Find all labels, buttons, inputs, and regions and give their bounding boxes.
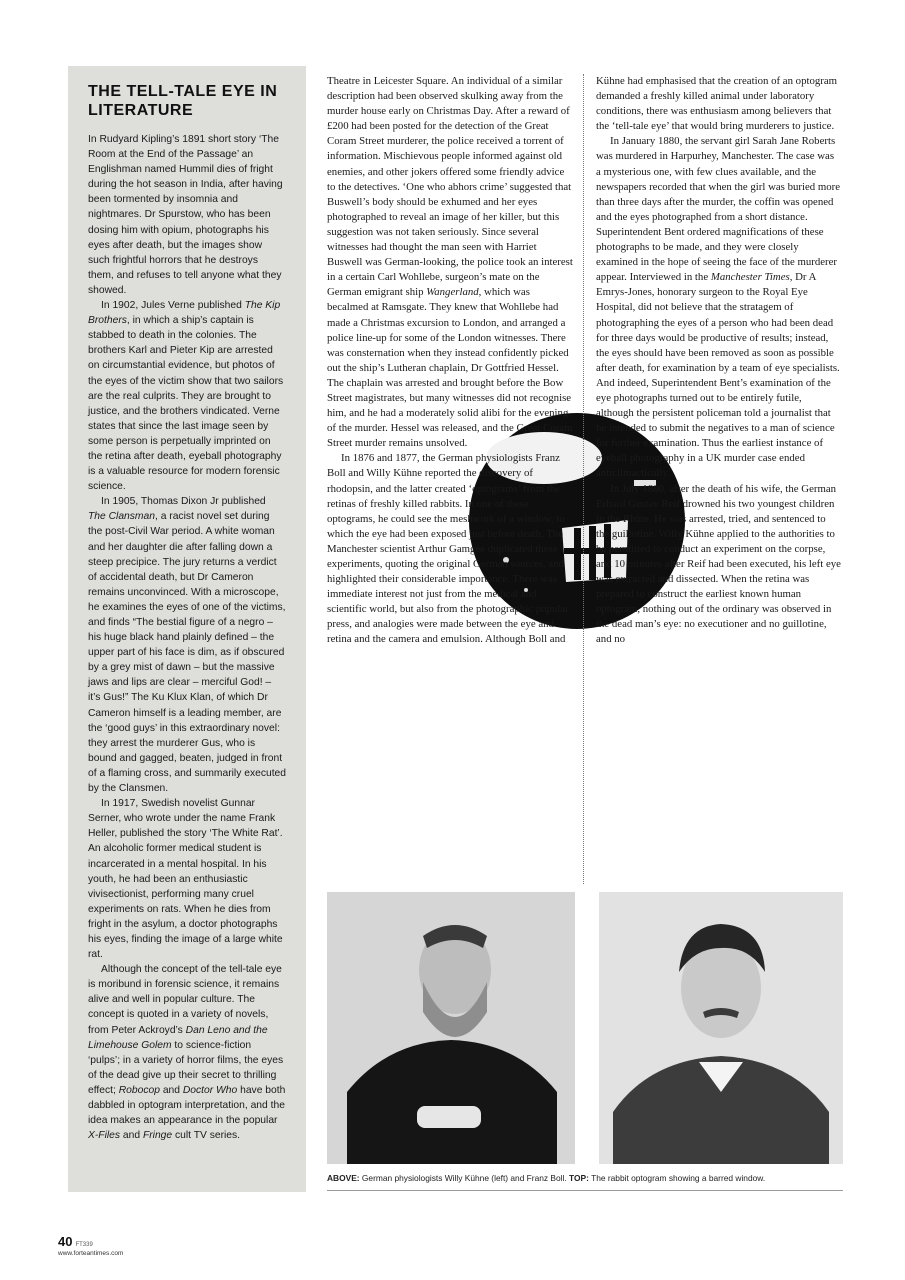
sidebar-box [68,66,306,1192]
article-paragraph: Theatre in Leicester Square. An individual of a similar description had been observed skulking away from the murder house early on Christmas Day. After a reward of £200 had been posted for the detection of the Great Coram Street murderer, the police received a torrent of information. Mischievous people informed against old enemies, and other jokers offered some friendly advice to the detectives. ‘One who abhors crime’ suggested that Buswell’s body should be exhumed and her eyes photographed to reveal an image of her killer, but this suggestion was not taken seriously. Since several witnesses had thought the man seen with Harriet Buswell was German-looking, the police took an interest in a certain Carl Wohllebe, surgeon’s mate on the German emigrant ship Wangerland, which was becalmed at Ramsgate. They knew that Wohllebe had made a Christmas excursion to London, and arranged a police line-up for some of the London witnesses. There was consternation when they instead confidently picked out the ship’s Lutheran chaplain, Dr Gottfried Hessel. The chaplain was arrested and brought before the Bow Street magistrates, but many witnesses did not recognise him, and he had a moderately solid alibi for the evening of the murder. Hessel was released, and the Great Coram Street murder remains unsolved. [327,75,573,450]
article-column-2 [327,74,573,648]
page-number: 40 [58,1234,73,1249]
photo-franz-boll [599,892,843,1164]
photo-willy-kuhne [327,892,575,1164]
article-column-3 [596,74,841,648]
caption-divider [327,1190,843,1191]
portrait-boll-graphic [599,892,843,1164]
sidebar-paragraph: In 1902, Jules Verne published The Kip Brothers, in which a ship’s captain is stabbed to death in the colonies. The brothers Karl and Pieter Kip are arrested on circumstantial evidence, but photos of the eyes of the victim show that two sailors are the real culprits. They are brought to justice, and the brothers vindicated. Verne states that since the last image seen by some person is perpetually imprinted on the retina after death, eyeball photography is a valuable resource for modern forensic science. [88,300,284,493]
column-divider [583,74,584,884]
sidebar-paragraph: Although the concept of the tell-tale eye is moribund in forensic science, it remains alive and well in popular culture. The concept is quoted in a variety of novels, from Peter Ackroyd’s Dan Leno and the Limehouse Golem to science-fiction ‘pulps’; in a variety of horror films, the eyes of the dead give up their secret to thrilling effect; Robocop and Doctor Who have both dabbled in optogram interpretation, and the idea makes an appearance in the popular X-Files and Fringe cult TV series. [88,964,286,1142]
page-footer [58,1233,123,1257]
photo-caption: ABOVE: German physiologists Willy Kühne (left) and Franz Boll. TOP: The rabbit optogram showing a barred window. [327,1173,766,1183]
portrait-kuhne-graphic [327,892,575,1164]
sidebar-heading: THE TELL-TALE EYE IN LITERATURE [88,83,278,119]
article-paragraph: Kühne had emphasised that the creation of an optogram demanded a freshly killed animal under laboratory conditions, there was enthusiasm among believers that the ‘tell-tale eye’ that would bring murderers to justice. [596,75,838,133]
sidebar-paragraph: In 1917, Swedish novelist Gunnar Serner, who wrote under the name Frank Heller, published the story ‘The White Rat’. An alcoholic former medical student is incarcerated in a mental hospital. In his youth, he had been an enthusiastic vivisectionist, performing many cruel experiments on rats. When he dies from fright in the asylum, a doctor photographs his eyes, finding the image of a large white rat. [88,798,283,961]
sidebar-paragraph: In Rudyard Kipling’s 1891 short story ‘The Room at the End of the Passage’ an Englishman named Hummil dies of fright during the hot season in India, after having been tormented by insomnia and nightmares. Dr Spurstow, who has been dosing him with opium, photographs his eyes after death, but the images show such frightful horrors that he destroys them, and refuses to tell anyone what they showed. [88,134,283,296]
article-paragraph: In July 1880, after the death of his wife, the German Erhard Gustav Reif drowned his two youngest children in the Rhine. He was arrested, tried, and sentenced to the guillotine. Willy Kühne applied to the authorities to be permitted to conduct an experiment on the corpse, and 10 minutes after Reif had been executed, his left eye was extracted and dissected. When the retina was prepared to construct the earliest known human optogram, nothing out of the ordinary was observed in the dead man’s eye: no executioner and no guillotine, and no [596,482,841,646]
issue-number: FT339 [75,1242,93,1248]
article-paragraph: In January 1880, the servant girl Sarah Jane Roberts was murdered in Harpurhey, Manchester. The case was a mysterious one, with few clues available, and the newspapers recorded that when the girl was buried more than three days after the murder, the coffin was opened and the eyes photographed from a short distance. Superintendent Bent ordered magnifications of these photographs to be made, and they were closely examined in the hope of seeing the face of the murderer appear. Interviewed in the Manchester Times, Dr A Emrys-Jones, honorary surgeon to the Royal Eye Hospital, did not believe that the stratagem of photographing the eyes of a person who had been dead for three days would be productive of results; instead, the eyes should have been removed as soon as possible after death, for examination by a team of eye specialists. And indeed, Superintendent Bent’s examination of the eye photographs turned out to be entirely futile, although the persistent policeman told a journalist that he intended to submit the negatives to a man of science for further examination. Thus the earliest instance of eyeball photography in a UK murder case ended anticlimactically. [596,135,841,480]
article-paragraph: In 1876 and 1877, the German physiologists Franz Boll and Willy Kühne reported the discovery of rhodopsin, and the latter created ‘optograms’ from the retinas of freshly killed rabbits. In one of these optograms, he could see the meshwork of a window, to which the eye had been exposed just before death. The Manchester scientist Arthur Gamgee duplicated these experiments, quoting the original German sources, and highlighted their considerable importance. There was immediate interest not just from the medical and scientific world, but also from the photographic popular press, and analogies were made between the eye and retina and the camera and emulsion. Although Boll and [327,452,569,646]
sidebar-paragraph: In 1905, Thomas Dixon Jr published The Clansman, a racist novel set during the post-Civil War period. A white woman and her daughter die after falling down a steep precipice. The jury returns a verdict of accidental death, but Dr Cameron remains unconvinced. With a microscope, he examines the eyes of one of the victims, and finds “The bestial figure of a negro – his huge black hand plainly defined – the upper part of his face is dim, as if obscured by a grey mist of dawn – but the massive jaws and lips are clear – merciful God! – it’s Gus!” The Ku Klux Klan, of which Dr Cameron himself is a leading member, are the ‘good guys’ in this extraordinary novel: they arrest the murderer Gus, who is bound and gagged, beaten, judged in front of a flaming cross, and summarily executed by the Clansmen. [88,496,287,795]
website-url: www.forteantimes.com [58,1250,124,1257]
